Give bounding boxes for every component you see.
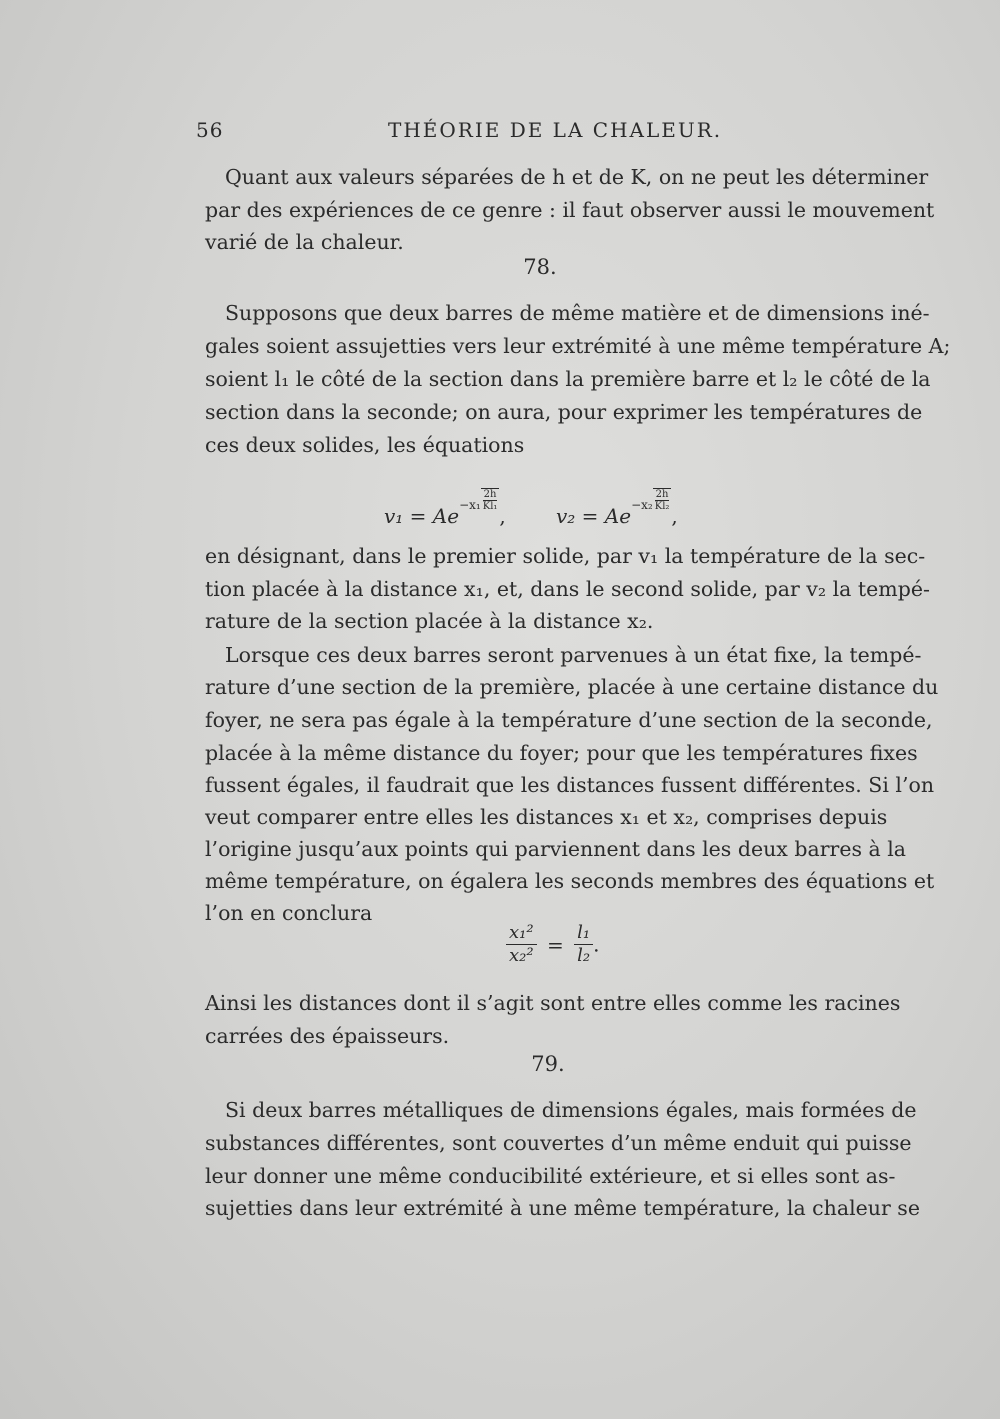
- root-denominator: Kl₂: [654, 501, 670, 512]
- separator: ,: [499, 504, 506, 528]
- fraction-denominator: x₂²: [509, 945, 534, 966]
- text-line: carrées des épaisseurs.: [205, 1024, 450, 1048]
- text-line: en désignant, dans le premier solide, par v₁ la température de la sec-: [205, 544, 926, 568]
- text-line: section dans la seconde; on aura, pour exprimer les températures de: [205, 400, 923, 424]
- text-line: veut comparer entre elles les distances x₁ et x₂, comprises depuis: [205, 805, 888, 829]
- page-header: [196, 118, 886, 148]
- fraction-right: [574, 922, 593, 967]
- text-line: l’origine jusqu’aux points qui parviennent dans les deux barres à la: [205, 837, 907, 861]
- exponent: −x₁: [459, 498, 481, 512]
- text-line: gales soient assujetties vers leur extrémité à une même température A;: [205, 334, 951, 358]
- text-line: placée à la même distance du foyer; pour que les températures fixes: [205, 741, 918, 765]
- exponent: −x₂: [631, 498, 653, 512]
- text-line: Supposons que deux barres de même matière et de dimensions iné-: [225, 301, 930, 325]
- text-line: rature de la section placée à la distance x₂.: [205, 609, 654, 633]
- text-line: tion placée à la distance x₁, et, dans le second solide, par v₂ la tempé-: [205, 577, 930, 601]
- equation-lhs: v₂ = Ae: [556, 504, 632, 528]
- fraction-left: [506, 922, 537, 967]
- equation-ratio: [506, 922, 599, 967]
- text-line: rature d’une section de la première, placée à une certaine distance du: [205, 675, 939, 699]
- square-root: [653, 488, 672, 512]
- text-line: ces deux solides, les équations: [205, 433, 525, 457]
- text-line: substances différentes, sont couvertes d’un même enduit qui puisse: [205, 1131, 912, 1155]
- root-denominator: Kl₁: [482, 501, 498, 512]
- fraction-denominator: l₂: [577, 945, 591, 966]
- equals-sign: =: [546, 932, 564, 957]
- section-number: 78.: [523, 255, 557, 279]
- text-line: foyer, ne sera pas égale à la température d’une section de la seconde,: [205, 708, 933, 732]
- equation-v1: [384, 488, 506, 528]
- text-line: varié de la chaleur.: [205, 230, 404, 254]
- running-title: THÉORIE DE LA CHALEUR.: [388, 118, 723, 142]
- text-line: fussent égales, il faudrait que les distances fussent différentes. Si l’on: [205, 773, 935, 797]
- text-line: sujetties dans leur extrémité à une même température, la chaleur se: [205, 1196, 920, 1220]
- text-line: Ainsi les distances dont il s’agit sont entre elles comme les racines: [205, 991, 901, 1015]
- equation-v2: [556, 488, 678, 528]
- text-line: leur donner une même conducibilité extérieure, et si elles sont as-: [205, 1164, 896, 1188]
- section-number: 79.: [531, 1052, 565, 1076]
- separator: ,: [671, 504, 678, 528]
- text-line: même température, on égalera les seconds membres des équations et: [205, 869, 935, 893]
- root-numerator: 2h: [483, 489, 497, 500]
- text-line: Si deux barres métalliques de dimensions égales, mais formées de: [225, 1098, 917, 1122]
- text-line: soient l₁ le côté de la section dans la première barre et l₂ le côté de la: [205, 367, 931, 391]
- text-line: Quant aux valeurs séparées de h et de K, on ne peut les déterminer: [225, 165, 929, 189]
- text-line: l’on en conclura: [205, 901, 373, 925]
- equation-lhs: v₁ = Ae: [384, 504, 460, 528]
- page-number: 56: [196, 118, 224, 142]
- fraction-numerator: l₁: [574, 922, 593, 945]
- text-line: Lorsque ces deux barres seront parvenues à un état fixe, la tempé-: [225, 643, 922, 667]
- fraction-numerator: x₁²: [506, 922, 537, 945]
- square-root: [481, 488, 500, 512]
- period: .: [593, 932, 600, 957]
- root-numerator: 2h: [655, 489, 669, 500]
- text-line: par des expériences de ce genre : il faut observer aussi le mouvement: [205, 198, 935, 222]
